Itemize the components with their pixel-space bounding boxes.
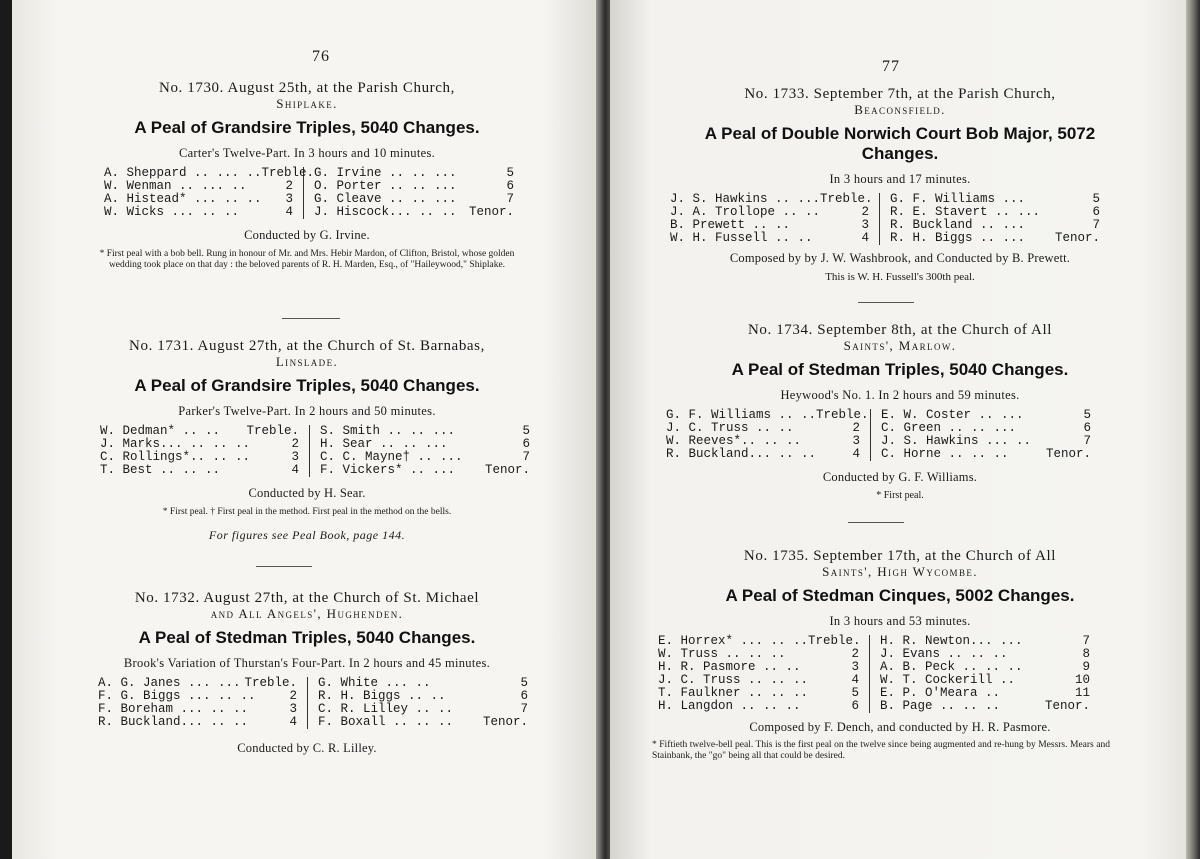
bell-position: 6 <box>506 179 514 193</box>
ringer-name: C. R. Lilley .. .. <box>318 702 454 716</box>
bell-position: 4 <box>289 715 297 729</box>
ringer-name: R. H. Biggs .. ... <box>890 231 1026 245</box>
ringer-row <box>320 464 530 477</box>
bell-position: 3 <box>291 450 299 464</box>
bell-position: 3 <box>851 660 859 674</box>
peal-method-time: Parker's Twelve-Part. In 2 hours and 50 minutes. <box>178 404 436 418</box>
bell-position: 2 <box>851 647 859 661</box>
ringer-name: J. S. Hawkins ... .. <box>881 434 1032 448</box>
bell-position: 2 <box>291 437 299 451</box>
bell-position: 2 <box>861 205 869 219</box>
bell-position: 3 <box>289 702 297 716</box>
bell-position: 3 <box>852 434 860 448</box>
peal-record <box>12 338 602 543</box>
peal-title: A Peal of Double Norwich Court Bob Major, 5072 Changes. <box>704 124 1096 163</box>
ringer-row <box>314 206 514 219</box>
page-number: 76 <box>312 48 330 65</box>
divider <box>858 302 914 303</box>
ringer-name: S. Smith .. .. ... <box>320 424 456 438</box>
ringers-table <box>104 167 602 219</box>
bell-position: 5 <box>1092 192 1100 206</box>
bell-position: 5 <box>522 424 530 438</box>
ringer-name: G. White ... .. <box>318 676 431 690</box>
ringer-name: W. Wicks ... .. .. <box>104 205 240 219</box>
ringers-column-left <box>670 193 880 245</box>
ringer-name: W. Dedman* .. .. <box>100 424 221 438</box>
bell-position: 2 <box>289 689 297 703</box>
ringer-row <box>880 700 1090 713</box>
peal-method-time: In 3 hours and 17 minutes. <box>829 172 971 186</box>
bell-position: 5 <box>520 676 528 690</box>
conducted-by: Composed by F. Dench, and conducted by H. R. Pasmore. <box>749 720 1051 734</box>
bell-position: 6 <box>1083 421 1091 435</box>
footnote: * First peal. <box>876 490 924 501</box>
conducted-by: Composed by by J. W. Washbrook, and Conducted by B. Prewett. <box>729 251 1071 265</box>
ringer-row <box>890 232 1100 245</box>
ringer-row <box>98 716 297 729</box>
bell-position: 5 <box>1083 408 1091 422</box>
peal-title: A Peal of Grandsire Triples, 5040 Changes. <box>134 118 480 137</box>
ringer-name: R. E. Stavert .. ... <box>890 205 1041 219</box>
ringer-name: A. B. Peck .. .. .. <box>880 660 1023 674</box>
peal-record <box>610 548 1190 761</box>
bell-position: 3 <box>861 218 869 232</box>
ringers-column-left <box>666 409 871 461</box>
peal-location: Shiplake. <box>276 96 338 111</box>
bell-position: 10 <box>1074 673 1090 687</box>
bell-position: 6 <box>520 689 528 703</box>
ringers-column-right <box>310 425 530 477</box>
page-number: 77 <box>882 58 900 75</box>
bell-position: 7 <box>1082 634 1090 648</box>
ringer-name: H. R. Newton... ... <box>880 634 1023 648</box>
conducted-by: Conducted by G. F. Williams. <box>822 470 978 484</box>
bell-position: 7 <box>506 192 514 206</box>
footnote: * First peal with a bob bell. Rung in honour of Mr. and Mrs. Hebir Mardon, of Clifton, Bristol, whose golden wedding took place on that day : the beloved parents of R. H. Marden, Esq., of "Haileywood," Shiplake. <box>99 249 515 270</box>
peal-location: Saints', High Wycombe. <box>822 564 978 579</box>
ringer-name: T. Faulkner .. .. .. <box>658 686 809 700</box>
ringers-table <box>670 193 1190 245</box>
ringer-name: C. C. Mayne† .. ... <box>320 450 463 464</box>
ringer-name: W. H. Fussell .. .. <box>670 231 813 245</box>
ringer-name: G. Irvine .. .. ... <box>314 166 457 180</box>
ringers-column-right <box>870 635 1090 713</box>
ringer-name: W. T. Cockerill .. <box>880 673 1016 687</box>
ringer-row <box>318 716 528 729</box>
peal-heading: No. 1730. August 25th, at the Parish Church, <box>159 80 455 96</box>
divider <box>282 318 340 319</box>
ringer-name: W. Truss .. .. .. <box>658 647 786 661</box>
ringers-column-left <box>658 635 870 713</box>
peal-record <box>12 80 602 270</box>
bell-position: 8 <box>1082 647 1090 661</box>
ringers-column-right <box>871 409 1091 461</box>
ringer-row <box>104 206 293 219</box>
peal-book-reference: For figures see Peal Book, page 144. <box>208 527 406 542</box>
footnote: This is W. H. Fussell's 300th peal. <box>825 271 975 283</box>
ringers-table <box>666 409 1190 461</box>
conducted-by: Conducted by C. R. Lilley. <box>237 741 377 755</box>
divider <box>848 522 904 523</box>
peal-record <box>610 322 1190 502</box>
ringer-name: R. Buckland .. ... <box>890 218 1026 232</box>
bell-position: 4 <box>861 231 869 245</box>
ringer-name: C. Green .. .. ... <box>881 421 1017 435</box>
bell-position: Treble. <box>820 192 873 206</box>
ringers-column-left <box>100 425 310 477</box>
ringer-name: B. Prewett .. .. <box>670 218 791 232</box>
bell-position: 6 <box>1092 205 1100 219</box>
ringer-name: J. Evans .. .. .. <box>880 647 1008 661</box>
ringer-name: W. Wenman .. ... .. <box>104 179 247 193</box>
ringer-name: F. Vickers* .. ... <box>320 463 456 477</box>
bell-position: 2 <box>285 179 293 193</box>
ringers-column-right <box>304 167 514 219</box>
peal-title: A Peal of Stedman Triples, 5040 Changes. <box>731 360 1069 379</box>
ringer-name: E. W. Coster .. ... <box>881 408 1024 422</box>
ringer-name: J. S. Hawkins .. ... <box>670 192 821 206</box>
bell-position: 5 <box>851 686 859 700</box>
conducted-by: Conducted by H. Sear. <box>248 486 366 500</box>
bell-position: 4 <box>285 205 293 219</box>
ringer-name: R. Buckland... .. .. <box>666 447 817 461</box>
bell-position: Treble. <box>816 408 869 422</box>
ringer-name: R. H. Biggs .. .. <box>318 689 446 703</box>
bell-position: 4 <box>291 463 299 477</box>
ringer-name: C. Rollings*.. .. .. <box>100 450 251 464</box>
bell-position: 5 <box>506 166 514 180</box>
right-page <box>610 0 1190 859</box>
peal-record <box>12 590 602 756</box>
divider <box>256 566 312 567</box>
ringers-table <box>100 425 602 477</box>
peal-title: A Peal of Stedman Triples, 5040 Changes. <box>138 628 476 647</box>
bell-position: 4 <box>851 673 859 687</box>
ringer-row <box>658 700 859 713</box>
left-page <box>12 0 602 859</box>
ringer-name: O. Porter .. .. ... <box>314 179 457 193</box>
ringer-name: J. Hiscock... .. .. <box>314 205 457 219</box>
ringers-column-left <box>98 677 308 729</box>
footnote: * First peal. † First peal in the method. First peal in the method on the bells. <box>162 507 452 517</box>
ringer-name: F. Boreham ... .. .. <box>98 702 249 716</box>
ringer-name: H. R. Pasmore .. .. <box>658 660 801 674</box>
bell-position: 7 <box>1092 218 1100 232</box>
peal-method-time: Brook's Variation of Thurstan's Four-Part. In 2 hours and 45 minutes. <box>123 656 491 670</box>
ringers-column-right <box>308 677 528 729</box>
peal-heading: No. 1733. September 7th, at the Parish Church, <box>744 86 1056 102</box>
ringer-name: H. Langdon .. .. .. <box>658 699 801 713</box>
ringer-name: J. C. Truss .. .. .. <box>658 673 809 687</box>
peal-location: Linslade. <box>275 354 339 369</box>
peal-location: and All Angels', Hughenden. <box>210 606 404 621</box>
peal-heading: No. 1735. September 17th, at the Church of All <box>743 548 1057 564</box>
bell-position: 6 <box>522 437 530 451</box>
bell-position: Treble. <box>261 166 315 180</box>
bell-position: Tenor. <box>1054 231 1100 245</box>
peal-title: A Peal of Grandsire Triples, 5040 Changes. <box>134 376 480 395</box>
peal-method-time: Carter's Twelve-Part. In 3 hours and 10 minutes. <box>178 146 436 160</box>
ringer-name: A. G. Janes ... ... <box>98 676 241 690</box>
peal-heading: No. 1734. September 8th, at the Church of All <box>747 322 1053 338</box>
ringer-name: W. Reeves*.. .. .. <box>666 434 802 448</box>
bell-position: 7 <box>1083 434 1091 448</box>
footnote: * Fiftieth twelve-bell peal. This is the first peal on the twelve since being augmented and re-hung by Messrs. Mears and Stainbank, the "go" being all that could be desired. <box>652 740 1110 761</box>
ringer-row <box>670 232 869 245</box>
ringer-name: E. Horrex* ... .. .. <box>658 634 809 648</box>
bell-position: 11 <box>1074 686 1090 700</box>
bell-position: 6 <box>851 699 859 713</box>
bell-position: Treble. <box>246 424 299 438</box>
ringer-name: H. Sear .. .. ... <box>320 437 448 451</box>
ringer-name: B. Page .. .. .. <box>880 699 1001 713</box>
ringer-name: J. A. Trollope .. .. <box>670 205 821 219</box>
ringer-row <box>881 448 1091 461</box>
ringer-name: A. Sheppard .. ... .. <box>104 166 262 180</box>
conducted-by: Conducted by G. Irvine. <box>244 228 370 242</box>
peal-method-time: In 3 hours and 53 minutes. <box>829 614 971 628</box>
bell-position: 4 <box>852 447 860 461</box>
peal-heading: No. 1731. August 27th, at the Church of St. Barnabas, <box>129 338 485 354</box>
ringer-name: J. C. Truss .. .. <box>666 421 794 435</box>
ringer-name: T. Best .. .. .. <box>100 463 221 477</box>
ringer-name: C. Horne .. .. .. <box>881 447 1009 461</box>
ringer-name: E. P. O'Meara .. <box>880 686 1001 700</box>
peal-title: A Peal of Stedman Cinques, 5002 Changes. <box>725 586 1075 605</box>
ringer-name: A. Histead* ... .. .. <box>104 192 262 206</box>
peal-method-time: Heywood's No. 1. In 2 hours and 59 minutes. <box>780 388 1020 402</box>
book-edge <box>1186 0 1200 859</box>
ringers-column-left <box>104 166 315 219</box>
ringer-name: F. Boxall .. .. .. <box>318 715 454 729</box>
bell-position: Tenor. <box>1045 447 1091 461</box>
ringers-table <box>658 635 1190 713</box>
ringers-table <box>98 677 602 729</box>
bell-position: 3 <box>285 192 293 206</box>
bell-position: 7 <box>520 702 528 716</box>
bell-position: Tenor. <box>1044 699 1090 713</box>
ringer-row <box>100 464 299 477</box>
ringer-name: F. G. Biggs ... .. .. <box>98 689 256 703</box>
ringer-name: G. Cleave .. .. ... <box>314 192 457 206</box>
ringers-column-right <box>880 193 1100 245</box>
ringer-row <box>666 448 860 461</box>
bell-position: 2 <box>852 421 860 435</box>
bell-position: 7 <box>522 450 530 464</box>
peal-record <box>610 86 1190 283</box>
ringer-name: G. F. Williams ... <box>890 192 1026 206</box>
ringer-name: J. Marks... .. .. .. <box>100 437 251 451</box>
peal-location: Beaconsfield. <box>854 102 946 117</box>
bell-position: Tenor. <box>468 205 514 219</box>
ringer-name: R. Buckland... .. .. <box>98 715 249 729</box>
bell-position: Tenor. <box>484 463 530 477</box>
peal-heading: No. 1732. August 27th, at the Church of St. Michael <box>134 590 480 606</box>
peal-location: Saints', Marlow. <box>843 338 957 353</box>
bell-position: Treble. <box>808 634 861 648</box>
bell-position: 9 <box>1082 660 1090 674</box>
bell-position: Treble. <box>244 676 297 690</box>
ringer-name: G. F. Williams .. .. <box>666 408 817 422</box>
bell-position: Tenor. <box>482 715 528 729</box>
